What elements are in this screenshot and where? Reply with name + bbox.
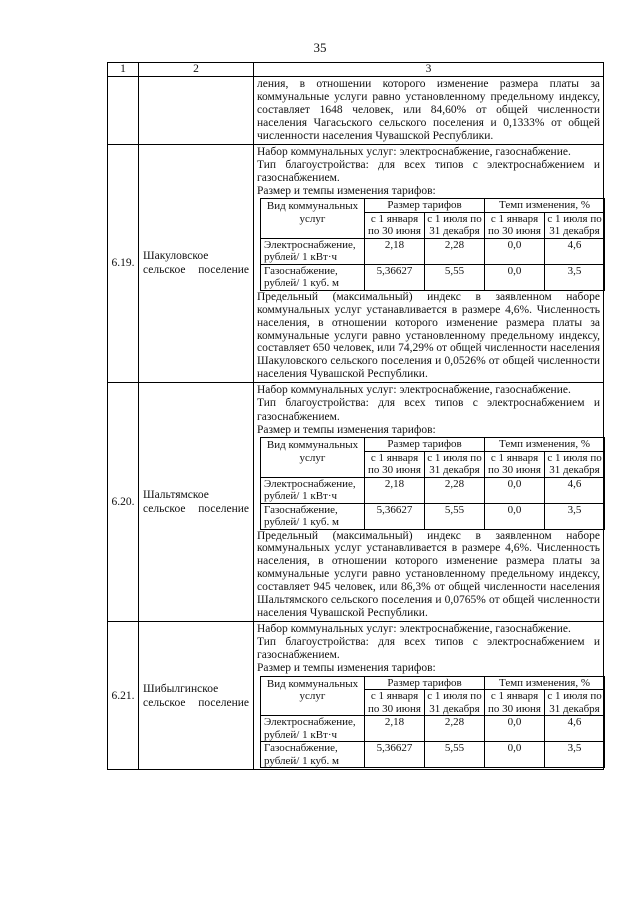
tariff-document-table (107, 62, 604, 770)
index-text: Предельный (максимальный) индекс в заявленном наборе коммунальных услуг устанавливается в размере 4,6%. Численность населения, в отношении которого изменение размера платы за коммунальные услуги равно установленному предельному индексу, составляет 945 человек, или 86,3% от общей численности населения Шальтямского сельского поселения и 0,0765% от общей численности населения Чувашской Республики. (257, 529, 600, 619)
change-rate-header: Темп изменения, % (485, 438, 605, 452)
improvement-type: Тип благоустройства: для всех типов с электроснабжением и газоснабжением. (257, 397, 600, 423)
rate-value: 3,5 (545, 742, 605, 768)
settlement-name: Шибылгинское сельское поселение (139, 621, 254, 769)
settlement-row (108, 383, 604, 622)
tariff-size-label: Размер и темпы изменения тарифов: (257, 662, 436, 675)
tariff-value: 5,36627 (365, 264, 425, 290)
rate-value: 4,6 (545, 238, 605, 264)
settlement-row (108, 621, 604, 769)
tariff-value: 2,28 (425, 238, 485, 264)
rate-value: 3,5 (545, 503, 605, 529)
service-name: Электроснабжение, рублей/ 1 кВт·ч (261, 477, 365, 503)
tariff-row (261, 477, 605, 503)
rate-value: 0,0 (485, 742, 545, 768)
period-header: с 1 января по 30 июня (485, 451, 545, 477)
tariff-table (260, 437, 605, 530)
tariff-table (260, 676, 605, 769)
tariff-size-label: Размер и темпы изменения тарифов: (257, 423, 436, 436)
period-header: с 1 июля по 31 декабря (545, 451, 605, 477)
tariff-value: 5,36627 (365, 503, 425, 529)
service-header: Вид коммунальных услуг (261, 438, 365, 478)
tariff-size-header: Размер тарифов (365, 199, 485, 213)
settlement-row (108, 144, 604, 383)
column-number-row (108, 63, 604, 77)
period-header: с 1 июля по 31 декабря (545, 690, 605, 716)
service-name: Электроснабжение, рублей/ 1 кВт·ч (261, 238, 365, 264)
rate-value: 0,0 (485, 264, 545, 290)
tariff-value: 2,28 (425, 716, 485, 742)
period-header: с 1 июля по 31 декабря (425, 212, 485, 238)
tariff-value: 2,18 (365, 477, 425, 503)
service-name: Газоснабжение, рублей/ 1 куб. м (261, 264, 365, 290)
tariff-row (261, 742, 605, 768)
service-header: Вид коммунальных услуг (261, 676, 365, 716)
tariff-row (261, 503, 605, 529)
change-rate-header: Темп изменения, % (485, 199, 605, 213)
service-name: Газоснабжение, рублей/ 1 куб. м (261, 503, 365, 529)
tariff-value: 2,28 (425, 477, 485, 503)
rate-value: 0,0 (485, 716, 545, 742)
rate-value: 0,0 (485, 503, 545, 529)
improvement-type: Тип благоустройства: для всех типов с электроснабжением и газоснабжением. (257, 636, 600, 662)
column-number-3: 3 (254, 63, 604, 77)
services-set: Набор коммунальных услуг: электроснабжение, газоснабжение. (257, 384, 571, 397)
row-number: 6.20. (108, 383, 139, 622)
continuation-row (108, 77, 604, 145)
column-number-1: 1 (108, 63, 139, 77)
tariff-size-header: Размер тарифов (365, 438, 485, 452)
tariff-size-label: Размер и темпы изменения тарифов: (257, 185, 436, 198)
row-number: 6.21. (108, 621, 139, 769)
rate-value: 3,5 (545, 264, 605, 290)
row-number: 6.19. (108, 144, 139, 383)
services-set: Набор коммунальных услуг: электроснабжение, газоснабжение. (257, 145, 571, 158)
settlement-name: Шальтямское сельское поселение (139, 383, 254, 622)
tariff-value: 2,18 (365, 238, 425, 264)
tariff-row (261, 716, 605, 742)
services-set: Набор коммунальных услуг: электроснабжение, газоснабжение. (257, 622, 571, 635)
improvement-type: Тип благоустройства: для всех типов с электроснабжением и газоснабжением. (257, 158, 600, 184)
tariff-value: 5,55 (425, 264, 485, 290)
rate-value: 4,6 (545, 477, 605, 503)
period-header: с 1 января по 30 июня (365, 212, 425, 238)
tariff-value: 2,18 (365, 716, 425, 742)
settlement-name: Шакуловское сельское поселение (139, 144, 254, 383)
period-header: с 1 января по 30 июня (365, 451, 425, 477)
rate-value: 0,0 (485, 238, 545, 264)
column-number-2: 2 (139, 63, 254, 77)
service-name: Электроснабжение, рублей/ 1 кВт·ч (261, 716, 365, 742)
tariff-row (261, 264, 605, 290)
continuation-text: ления, в отношении которого изменение размера платы за коммунальные услуги равно установленному предельному индексу, составляет 1648 человек, или 84,60% от общей численности населения Чагасьского сельского поселения и 0,1333% от общей численности населения Чувашской Республики. (257, 78, 600, 142)
rate-value: 0,0 (485, 477, 545, 503)
tariff-value: 5,36627 (365, 742, 425, 768)
period-header: с 1 января по 30 июня (365, 690, 425, 716)
tariff-value: 5,55 (425, 742, 485, 768)
service-header: Вид коммунальных услуг (261, 199, 365, 239)
tariff-value: 5,55 (425, 503, 485, 529)
period-header: с 1 июля по 31 декабря (425, 451, 485, 477)
period-header: с 1 января по 30 июня (485, 212, 545, 238)
period-header: с 1 июля по 31 декабря (425, 690, 485, 716)
period-header: с 1 января по 30 июня (485, 690, 545, 716)
tariff-row (261, 238, 605, 264)
tariff-table (260, 198, 605, 291)
index-text: Предельный (максимальный) индекс в заявленном наборе коммунальных услуг устанавливается в размере 4,6%. Численность населения, в отношении которого изменение размера платы за коммунальные услуги равно установленному предельному индексу, составляет 650 человек, или 74,29% от общей численности населения Шакуловского сельского поселения и 0,0526% от общей численности населения Чувашской Республики. (257, 290, 600, 381)
change-rate-header: Темп изменения, % (485, 676, 605, 690)
page-number: 35 (313, 40, 327, 55)
period-header: с 1 июля по 31 декабря (545, 212, 605, 238)
service-name: Газоснабжение, рублей/ 1 куб. м (261, 742, 365, 768)
rate-value: 4,6 (545, 716, 605, 742)
tariff-size-header: Размер тарифов (365, 676, 485, 690)
